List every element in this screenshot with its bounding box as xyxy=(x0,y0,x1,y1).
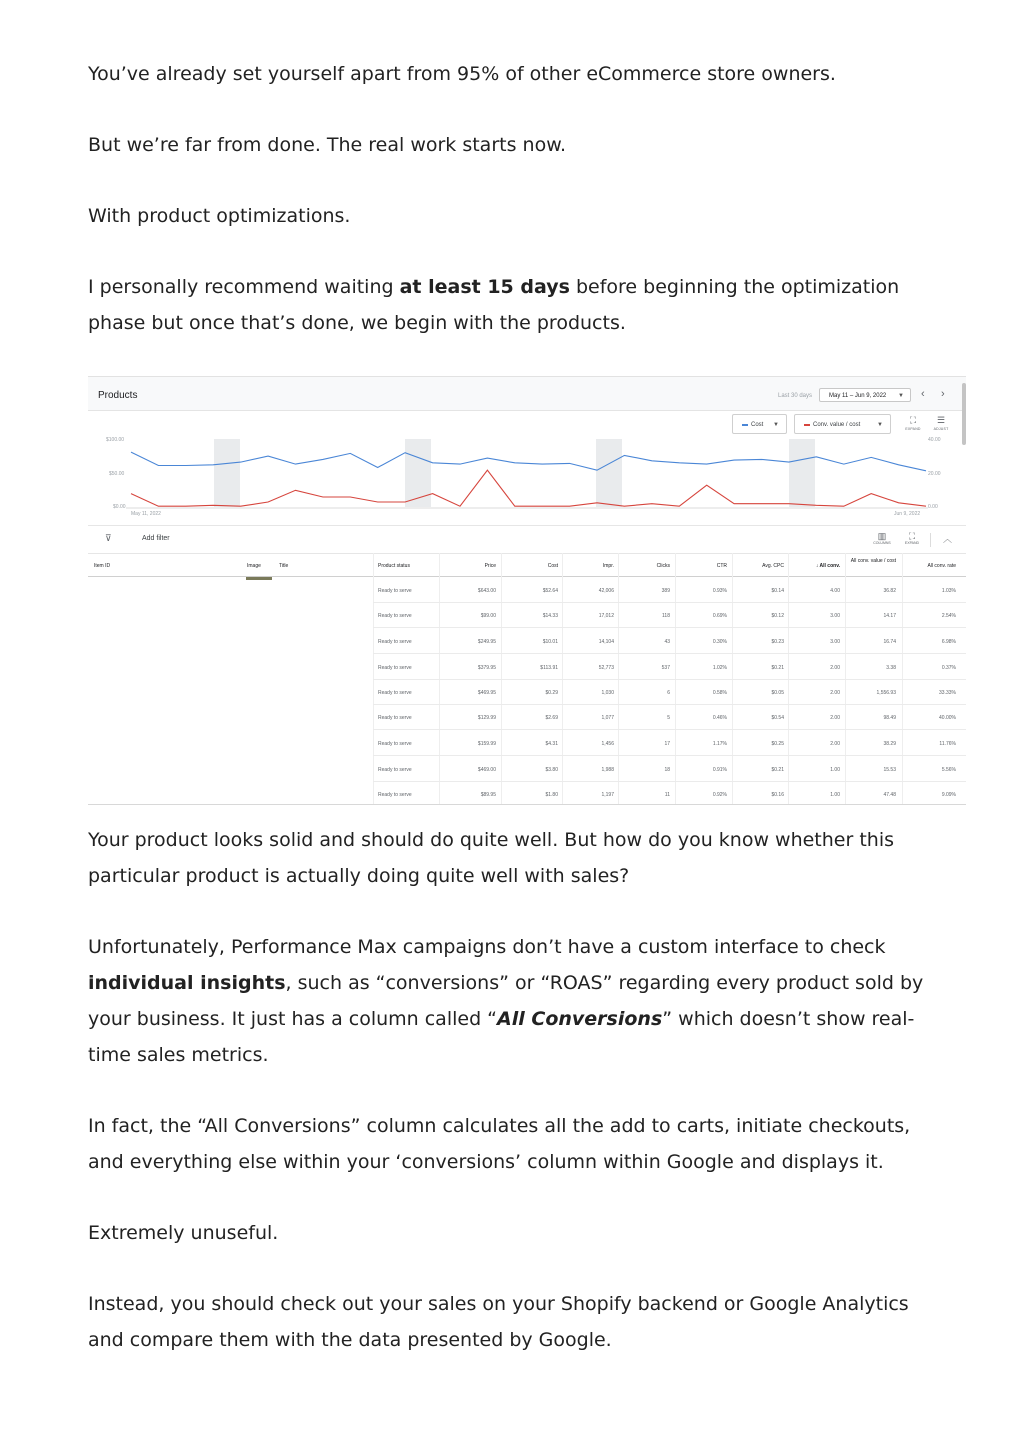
p6-bold: individual insights xyxy=(88,972,286,994)
expand-table-label: EXPAND xyxy=(904,541,920,545)
col-header-clicks[interactable]: Clicks xyxy=(656,563,670,569)
table-cell-cost: $113.91 xyxy=(540,665,558,671)
table-cell-ctr: 0.30% xyxy=(712,639,727,645)
table-cell-clicks: 389 xyxy=(661,588,670,594)
col-header-status[interactable]: Product status xyxy=(378,563,410,569)
table-cell-rate: 2.54% xyxy=(941,613,956,619)
table-cell-impr: 1,077 xyxy=(601,715,614,721)
toolbar-divider xyxy=(930,533,931,547)
table-cell-conv: 2.00 xyxy=(830,690,840,696)
table-cell-conv: 1.00 xyxy=(830,767,840,773)
table-cell-conv: 2.00 xyxy=(830,715,840,721)
table-row-divider xyxy=(373,627,966,628)
table-cell-cost: $2.69 xyxy=(545,715,558,721)
table-cell-conv: 1.00 xyxy=(830,792,840,798)
table-cell-clicks: 18 xyxy=(664,767,670,773)
table-cell-status: Ready to serve xyxy=(378,665,412,671)
table-cell-cpc: $0.05 xyxy=(771,690,784,696)
table-cell-status: Ready to serve xyxy=(378,690,412,696)
weekend-band xyxy=(405,439,431,507)
y-left-tick: $100.00 xyxy=(106,437,125,443)
table-cell-impr: 42,006 xyxy=(598,588,614,594)
table-cell-vc: 36.82 xyxy=(883,588,896,594)
table-cell-cost: $52.64 xyxy=(542,588,558,594)
table-cell-vc: 14.17 xyxy=(883,613,896,619)
col-header-conv-rate[interactable]: All conv. rate xyxy=(927,563,956,569)
table-cell-rate: 11.76% xyxy=(939,741,956,747)
paragraph-7: In fact, the “All Conversions” column calculates all the add to carts, initiate checkouts, and everything else within your ‘conversions’ column within Google and displays it. xyxy=(88,1115,911,1173)
paragraph-1: You’ve already set yourself apart from 95% of other eCommerce store owners. xyxy=(88,63,836,85)
metric-chip-conv-label: Conv. value / cost xyxy=(813,422,861,428)
table-cell-cpc: $0.12 xyxy=(771,613,784,619)
performance-chart xyxy=(88,377,966,525)
table-cell-cpc: $0.16 xyxy=(771,792,784,798)
col-header-image[interactable]: Image xyxy=(247,563,261,569)
table-cell-status: Ready to serve xyxy=(378,741,412,747)
expand-icon: ⛶ xyxy=(908,531,916,541)
table-cell-ctr: 0.93% xyxy=(712,588,727,594)
table-cell-vc: 15.53 xyxy=(883,767,896,773)
columns-icon: ▥ xyxy=(877,531,887,541)
col-header-cost[interactable]: Cost xyxy=(547,563,558,569)
expand-icon: ⛶ xyxy=(909,415,917,425)
table-row-divider xyxy=(373,755,966,756)
col-header-all-conv-text: All conv. xyxy=(819,563,840,569)
table-cell-clicks: 5 xyxy=(667,715,670,721)
table-cell-impr: 1,030 xyxy=(601,690,614,696)
p6-text-e: ” which doesn’t show real-time sales metrics. xyxy=(88,1008,915,1066)
table-cell-impr: 52,773 xyxy=(598,665,614,671)
table-cell-ctr: 0.69% xyxy=(712,613,727,619)
table-cell-clicks: 6 xyxy=(667,690,670,696)
table-cell-vc: 1,556.93 xyxy=(876,690,896,696)
table-cell-ctr: 0.58% xyxy=(712,690,727,696)
table-cell-impr: 1,456 xyxy=(601,741,614,747)
col-header-title[interactable]: Title xyxy=(279,563,289,569)
expand-label: EXPAND xyxy=(905,427,921,431)
table-cell-impr: 1,197 xyxy=(601,792,614,798)
table-cell-price: $89.95 xyxy=(480,792,496,798)
adjust-label: ADJUST xyxy=(933,427,949,431)
table-cell-clicks: 118 xyxy=(662,613,670,619)
table-cell-ctr: 0.91% xyxy=(712,767,727,773)
paragraph-8: Extremely unuseful. xyxy=(88,1222,279,1244)
table-cell-cost: $10.01 xyxy=(542,639,558,645)
table-cell-price: $129.99 xyxy=(477,715,496,721)
chevron-right-icon[interactable]: › xyxy=(941,388,945,400)
table-cell-price: $249.95 xyxy=(477,639,496,645)
table-cell-status: Ready to serve xyxy=(378,588,412,594)
weekend-band xyxy=(214,439,240,507)
table-cell-status: Ready to serve xyxy=(378,767,412,773)
x-end-label: Jun 9, 2022 xyxy=(894,511,921,517)
table-cell-price: $99.00 xyxy=(480,613,496,619)
table-row-divider xyxy=(373,704,966,705)
table-cell-conv: 3.00 xyxy=(830,613,840,619)
y-left-tick: $50.00 xyxy=(109,471,125,477)
panel-title: Products xyxy=(98,390,138,401)
table-cell-cpc: $0.21 xyxy=(771,767,784,773)
table-cell-vc: 3.38 xyxy=(886,665,896,671)
table-cell-cost: $14.33 xyxy=(542,613,558,619)
paragraph-4 xyxy=(88,269,948,341)
table-cell-status: Ready to serve xyxy=(378,639,412,645)
table-cell-impr: 17,012 xyxy=(598,613,614,619)
x-start-label: May 11, 2022 xyxy=(131,511,161,517)
table-cell-rate: 9.09% xyxy=(941,792,956,798)
table-cell-price: $469.95 xyxy=(477,690,496,696)
table-cell-price: $643.00 xyxy=(477,588,496,594)
add-filter-button[interactable]: Add filter xyxy=(142,535,170,542)
table-cell-rate: 33.33% xyxy=(939,690,956,696)
col-header-ctr[interactable]: CTR xyxy=(716,563,727,569)
caret-down-icon: ▼ xyxy=(877,422,883,428)
y-right-tick: 40.00 xyxy=(928,437,941,443)
table-cell-clicks: 537 xyxy=(661,665,670,671)
table-cell-ctr: 1.02% xyxy=(712,665,727,671)
date-range-value: May 11 – Jun 9, 2022 xyxy=(829,393,887,399)
weekend-band xyxy=(789,439,815,507)
header-divider xyxy=(88,576,966,577)
table-cell-vc: 47.48 xyxy=(883,792,896,798)
table-cell-cost: $0.29 xyxy=(545,690,558,696)
table-row-divider xyxy=(373,679,966,680)
table-cell-cost: $3.80 xyxy=(545,767,558,773)
weekend-band xyxy=(596,439,622,507)
table-cell-ctr: 0.46% xyxy=(712,715,727,721)
table-cell-rate: 40.00% xyxy=(939,715,956,721)
columns-button[interactable] xyxy=(869,531,895,545)
p4-bold: at least 15 days xyxy=(399,276,570,298)
table-cell-cpc: $0.54 xyxy=(771,715,784,721)
filter-icon[interactable]: ⊽ xyxy=(105,533,112,543)
chevron-left-icon[interactable]: ‹ xyxy=(921,388,925,400)
product-thumbnail xyxy=(246,577,272,580)
table-cell-vc: 16.74 xyxy=(883,639,896,645)
table-cell-conv: 2.00 xyxy=(830,665,840,671)
table-cell-price: $469.00 xyxy=(477,767,496,773)
y-right-tick: 0.00 xyxy=(928,504,938,510)
table-cell-rate: 5.56% xyxy=(941,767,956,773)
table-cell-status: Ready to serve xyxy=(378,792,412,798)
metric-chip-cost-label: Cost xyxy=(751,422,764,428)
col-header-price[interactable]: Price xyxy=(484,563,496,569)
table-cell-clicks: 17 xyxy=(664,741,670,747)
p4-text-a: I personally recommend waiting xyxy=(88,276,400,298)
col-header-all-conv[interactable] xyxy=(780,563,840,569)
table-cell-cpc: $0.23 xyxy=(771,639,784,645)
table-cell-rate: 1.03% xyxy=(941,588,956,594)
table-cell-status: Ready to serve xyxy=(378,715,412,721)
col-header-value-cost[interactable]: All conv. value / cost xyxy=(850,558,896,564)
paragraph-6 xyxy=(88,929,948,1073)
table-cell-vc: 98.49 xyxy=(883,715,896,721)
p6-bold-italic: All Conversions xyxy=(497,1008,663,1030)
table-cell-vc: 38.29 xyxy=(883,741,896,747)
table-cell-rate: 6.98% xyxy=(941,639,956,645)
table-cell-ctr: 1.17% xyxy=(712,741,727,747)
table-row-divider xyxy=(373,602,966,603)
chevron-up-icon[interactable]: ︿ xyxy=(943,534,953,544)
table-cell-price: $159.99 xyxy=(477,741,496,747)
table-cell-clicks: 43 xyxy=(664,639,670,645)
table-cell-clicks: 11 xyxy=(664,792,670,798)
col-header-item-id[interactable]: Item ID xyxy=(94,563,111,569)
table-cell-cpc: $0.25 xyxy=(771,741,784,747)
period-label: Last 30 days xyxy=(778,393,813,399)
table-row-divider xyxy=(373,653,966,654)
col-header-avg-cpc[interactable]: Avg. CPC xyxy=(762,563,784,569)
col-header-impr[interactable]: Impr. xyxy=(602,563,614,569)
y-right-tick: 20.00 xyxy=(928,471,941,477)
table-cell-status: Ready to serve xyxy=(378,613,412,619)
p6-text-c: , such as “conversions” or “ROAS” regarding every product sold by your business. It just has a column called “ xyxy=(88,972,924,1030)
y-left-tick: $0.00 xyxy=(113,504,126,510)
p4-text-c: before beginning the optimization phase but once that’s done, we begin with the products. xyxy=(88,276,900,334)
paragraph-5: Your product looks solid and should do quite well. But how do you know whether this particular product is actually doing quite well with sales? xyxy=(88,829,894,887)
table-cell-impr: 1,988 xyxy=(601,767,614,773)
sliders-icon: ☰ xyxy=(936,415,946,425)
table-cell-conv: 4.00 xyxy=(830,588,840,594)
expand-table-button[interactable] xyxy=(899,531,925,545)
table-cell-impr: 14,104 xyxy=(598,639,614,645)
table-row-divider xyxy=(373,781,966,782)
sort-arrow-icon: ↓ xyxy=(815,563,820,569)
table-cell-price: $379.95 xyxy=(477,665,496,671)
p6-text-a: Unfortunately, Performance Max campaigns don’t have a custom interface to check xyxy=(88,936,886,958)
table-cell-conv: 3.00 xyxy=(830,639,840,645)
table-row-divider xyxy=(373,729,966,730)
paragraph-9: Instead, you should check out your sales on your Shopify backend or Google Analytics and compare them with the data presented by Google. xyxy=(88,1293,909,1351)
table-cell-cost: $1.80 xyxy=(545,792,558,798)
paragraph-3: With product optimizations. xyxy=(88,205,351,227)
caret-down-icon: ▼ xyxy=(898,393,904,399)
table-cell-conv: 2.00 xyxy=(830,741,840,747)
table-cell-ctr: 0.92% xyxy=(712,792,727,798)
products-panel-screenshot xyxy=(88,376,966,805)
table-cell-cpc: $0.14 xyxy=(771,588,784,594)
table-cell-rate: 0.37% xyxy=(941,665,956,671)
filter-bar xyxy=(88,525,966,554)
paragraph-2: But we’re far from done. The real work starts now. xyxy=(88,134,567,156)
table-cell-cost: $4.31 xyxy=(545,741,558,747)
columns-label: COLUMNS xyxy=(873,541,891,545)
caret-down-icon: ▼ xyxy=(773,422,779,428)
table-cell-cpc: $0.21 xyxy=(771,665,784,671)
